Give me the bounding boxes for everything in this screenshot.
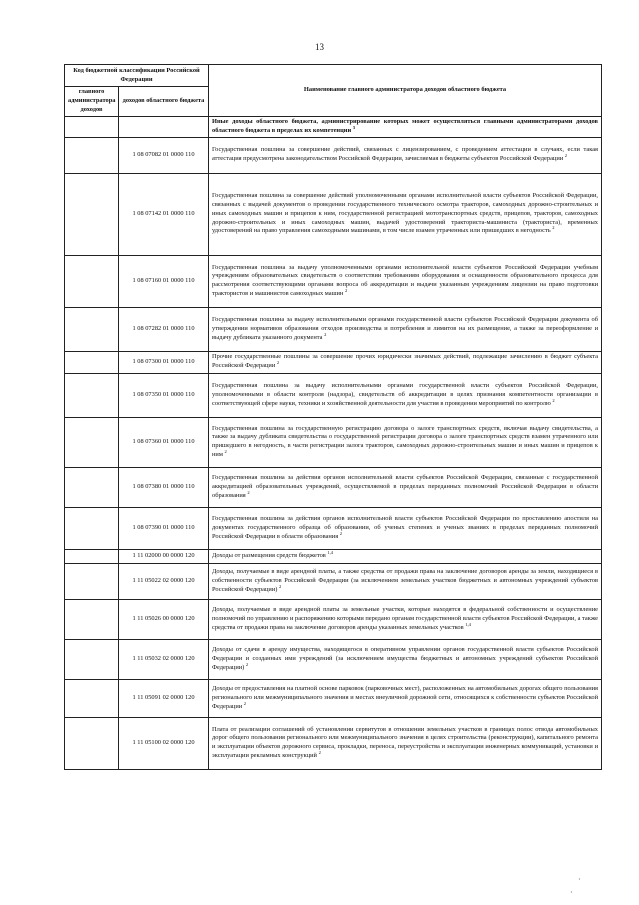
- income-code-cell: 1 08 07380 01 0000 110: [119, 467, 209, 507]
- income-code-cell: 1 08 07082 01 0000 110: [119, 137, 209, 173]
- admin-code-cell: [65, 373, 119, 417]
- income-code-cell: 1 08 07160 01 0000 110: [119, 255, 209, 307]
- description-text: Государственная пошлина за выдачу уполномоченными органами исполнительной власти субъектов Российской Федерации учебным учреждениям образовательных свидетельств о соответствии требованиям оборудования и оснащенности образовательного процесса для рассмотрения соответствующими органами вопроса об аккредитации и выдачи указанным учреждениям лицензии на право подготовки трактористов и машинистов самоходных машин: [212, 263, 598, 297]
- page-number: 13: [315, 42, 324, 52]
- income-description-cell: [209, 599, 602, 639]
- description-text: Государственная пошлина за совершение действий уполномоченными органами исполнительной власти субъектов Российской Федерации, связанных с выдачей документов о проведении государственного технического осмотра тракторов, самоходных дорожно-строительных и иных самоходных машин и прицепов к ним, государственной регистрацией мототранспортных средств, прицепов, тракторов, самоходных дорожно-строительных и иных самоходных машин, выдачей удостоверений тракториста-машиниста (тракториста), временных удостоверений на право управления самоходными машинами, в том числе взамен утраченных или пришедших в негодность: [212, 192, 598, 235]
- table-row: [65, 137, 602, 173]
- table-row: [65, 639, 602, 679]
- footnote-ref: 1,4: [465, 621, 471, 627]
- table-row: [65, 717, 602, 769]
- admin-code-cell: [65, 599, 119, 639]
- footnote-ref: 2: [344, 287, 348, 293]
- header-classification-code: Код бюджетной классификации Российской Федерации: [65, 65, 209, 87]
- header-admin-name: Наименование главного администратора доходов областного бюджета: [209, 65, 602, 117]
- income-description-cell: [209, 563, 602, 599]
- income-code-cell: 1 11 05091 02 0000 120: [119, 679, 209, 717]
- scan-mark: ·: [578, 875, 581, 884]
- income-description-cell: [209, 307, 602, 351]
- footnote-ref: 2: [564, 153, 568, 159]
- admin-code-cell: [65, 307, 119, 351]
- budget-classification-table: [64, 64, 602, 770]
- table-row: [65, 563, 602, 599]
- description-text: Государственная пошлина за действия органов исполнительной власти субъектов Российской Федерации, связанные с государственной аккредитацией образовательных учреждений, осуществляемой в пределах переданных полномочий Российской Федерации в области образования: [212, 473, 598, 499]
- admin-code-cell: [65, 549, 119, 563]
- income-description-cell: [209, 173, 602, 255]
- description-text: Доходы от предоставления на платной основе парковок (парковочных мест), расположенных на автомобильных дорогах общего пользования регионального или межмуниципального значения и местах внеуличной дорожной сети, относящихся к собственности субъектов Российской Федерации: [212, 684, 598, 710]
- header-row-group: [65, 65, 602, 87]
- footnote-ref: 2: [324, 331, 327, 337]
- description-text: Государственная пошлина за совершение действий, связанных с лицензированием, с проведением аттестации в случаях, если такая аттестация предусмотрена законодательством Российской Федерации, зачисляемая в бюджеты субъектов Российской Федерации: [212, 146, 598, 163]
- section-title: Иные доходы областного бюджета, администрирование которых может осуществляться главными администраторами доходов областного бюджета в пределах их компетенции $^3$: [209, 117, 602, 138]
- income-code-cell: 1 11 02000 00 0000 120: [119, 549, 209, 563]
- table-row: [65, 351, 602, 373]
- admin-code-cell: [65, 717, 119, 769]
- income-description-cell: [209, 137, 602, 173]
- income-description-cell: [209, 351, 602, 373]
- income-description-cell: [209, 507, 602, 549]
- footnote-ref: 2: [224, 448, 227, 454]
- description-text: Государственная пошлина за государственную регистрацию договора о залоге транспортных средств, включая выдачу свидетельства, а также за выдачу дубликата свидетельства о государственной регистрации договора о залоге транспортных средств взамен утраченного или пришедшего в негодность, в части регистрации залога тракторов, самоходных дорожно-строительных машин и иных машин и прицепов к ним: [212, 424, 598, 458]
- footnote-ref: 2: [245, 661, 249, 667]
- admin-code-cell: [65, 417, 119, 467]
- description-text: Государственная пошлина за выдачу исполнительными органами государственной власти субъектов Российской Федерации документа об утверждении нормативов образования отходов производства и потребления и лимитов на их размещение, а также за переоформление и выдачу дубликата указанного документа: [212, 315, 598, 341]
- section-empty-cell: [119, 117, 209, 138]
- admin-code-cell: [65, 137, 119, 173]
- description-text: Доходы, получаемые в виде арендной платы, а также средства от продажи права на заключение договоров аренды за земли, находящиеся в собственности субъектов Российской Федерации (за исключением земельных участков бюджетных и автономных учреждений субъектов Российской Федерации): [212, 567, 598, 593]
- footnote-ref: 2: [339, 530, 343, 536]
- admin-code-cell: [65, 507, 119, 549]
- header-income-code: доходов областного бюджета: [119, 87, 209, 117]
- income-description-cell: [209, 467, 602, 507]
- admin-code-cell: [65, 255, 119, 307]
- income-code-cell: 1 08 07142 01 0000 110: [119, 173, 209, 255]
- table-row: [65, 507, 602, 549]
- footnote-ref: 3: [352, 124, 356, 130]
- admin-code-cell: [65, 563, 119, 599]
- description-text: Государственная пошлина за выдачу исполнительными органами государственной власти субъектов Российской Федерации, уполномоченными в области контроля (надзора), свидетельств об аккредитации в целях признания компетентности организации в соответствующей сфере науки, техники и хозяйственной деятельности для участия в проведении мероприятий по контролю: [212, 381, 598, 407]
- footnote-ref: 2: [243, 700, 247, 706]
- table-row: [65, 373, 602, 417]
- income-description-cell: [209, 549, 602, 563]
- income-description-cell: [209, 717, 602, 769]
- table-row: [65, 467, 602, 507]
- income-description-cell: [209, 255, 602, 307]
- footnote-ref: 2: [279, 583, 282, 589]
- header-admin-code: главного администратора доходов: [65, 87, 119, 117]
- income-description-cell: [209, 373, 602, 417]
- income-code-cell: 1 08 07350 01 0000 110: [119, 373, 209, 417]
- income-description-cell: [209, 679, 602, 717]
- description-text: Плата от реализации соглашений об установлении сервитутов в отношении земельных участков в границах полос отвода автомобильных дорог общего пользования регионального или межмуниципального значения в целях строительства (реконструкции), капитального ремонта и эксплуатации объектов дорожного сервиса, прокладки, переноса, переустройства и эксплуатации инженерных коммуникаций, установки и эксплуатации рекламных конструкций: [212, 725, 598, 759]
- footnote-ref: 1,4: [327, 549, 334, 555]
- income-description-cell: [209, 639, 602, 679]
- footnote-ref: 2: [552, 397, 555, 403]
- admin-code-cell: [65, 639, 119, 679]
- description-text: Доходы, получаемые в виде арендной платы за земельные участки, которые находятся в федеральной собственности и осуществление полномочий по управлению и распоряжению которыми передано органам государственной власти субъектов Российской Федерации, а также средства от продажи права на заключение договоров аренды указанных земельных участков: [212, 605, 598, 631]
- table-row: [65, 307, 602, 351]
- income-code-cell: 1 08 07300 01 0000 110: [119, 351, 209, 373]
- income-code-cell: 1 08 07282 01 0000 110: [119, 307, 209, 351]
- description-text: Государственная пошлина за действия органов исполнительной власти субъектов Российской Федерации по проставлению апостиля на документах государственного образца об образовании, об ученых степенях и ученых званиях в пределах переданных полномочий Российской Федерации в области образования: [212, 514, 598, 540]
- income-code-cell: 1 08 07390 01 0000 110: [119, 507, 209, 549]
- income-code-cell: 1 11 05022 02 0000 120: [119, 563, 209, 599]
- table-row: [65, 549, 602, 563]
- table-row: [65, 679, 602, 717]
- description-text: Доходы от сдачи в аренду имущества, находящегося в оперативном управлении органов государственной власти субъектов Российской Федерации и созданных ими учреждений (за исключением имущества бюджетных и автономных учреждений субъектов Российской Федерации): [212, 645, 598, 671]
- income-description-cell: [209, 417, 602, 467]
- section-empty-cell: [65, 117, 119, 138]
- table-row: [65, 599, 602, 639]
- footnote-ref: 2: [318, 749, 321, 755]
- admin-code-cell: [65, 467, 119, 507]
- admin-code-cell: [65, 351, 119, 373]
- income-code-cell: 1 11 05026 00 0000 120: [119, 599, 209, 639]
- admin-code-cell: [65, 679, 119, 717]
- table-row: [65, 417, 602, 467]
- section-row: [65, 117, 602, 138]
- description-text: Доходы от размещения средств бюджетов: [212, 551, 326, 559]
- income-code-cell: 1 08 07360 01 0000 110: [119, 417, 209, 467]
- scan-mark: ·: [570, 888, 573, 897]
- description-text: Прочие государственные пошлины за совершение прочих юридически значимых действий, подлежащие зачислению в бюджет субъекта Российской Федерации: [212, 353, 598, 370]
- footnote-ref: 2: [552, 225, 555, 231]
- footnote-ref: 2: [276, 360, 280, 366]
- table-row: [65, 255, 602, 307]
- admin-code-cell: [65, 173, 119, 255]
- income-code-cell: 1 11 05100 02 0000 120: [119, 717, 209, 769]
- table-row: [65, 173, 602, 255]
- income-code-cell: 1 11 05032 02 0000 120: [119, 639, 209, 679]
- footnote-ref: 2: [247, 489, 250, 495]
